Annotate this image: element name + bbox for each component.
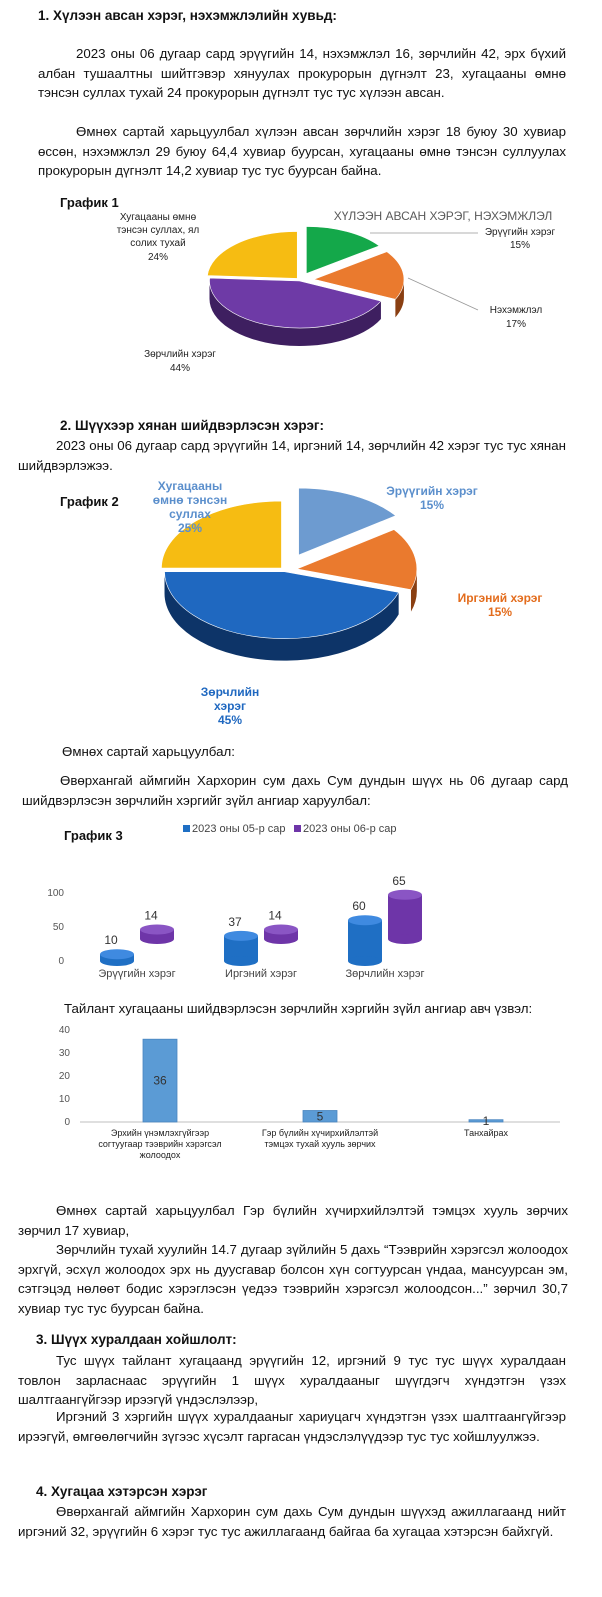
chart-1-title: ХҮЛЭЭН АВСАН ХЭРЭГ, НЭХЭМЖЛЭЛ [333, 209, 553, 223]
chart-1-slice-3 [207, 231, 297, 278]
chart-1-pct-hugatsaa: 24% [147, 252, 169, 263]
section-2-paragraph-5: Зөрчлийн тухай хуулийн 14.7 дугаар зүйлийн 5 дахь “Тээврийн хэрэгсэл жолоодох эрхгүй, эсхүл жолоодох эрх нь дуусгавар болсон хүн согтуурсан үндаа, мансуурсан эм, сэтгэцэд нөлөөт бодис хэрэглэсэн үедээ тээврийн хэрэгсэл жолоодсон...” зөрчил 30,7 хувиар тус тус буурсан байна. [18, 1242, 568, 1316]
svg-text:суллах: суллах [169, 507, 211, 521]
chart-1-label-zorchil: Зөрчлийн хэрэг [144, 349, 216, 360]
chart-3-bar-base-s1-c2 [388, 934, 422, 944]
chart-4-value-0: 36 [153, 1073, 167, 1088]
svg-text:тэнсэн суллах, ял: тэнсэн суллах, ял [116, 225, 200, 236]
section-2-paragraph-3: Тайлант хугацааны шийдвэрлэсэн зөрчлийн хэргийн зүйл ангиар авч үзвэл: [64, 1001, 533, 1016]
chart-2-label-zorchil [201, 685, 259, 713]
chart-1-label-ugugiin: Эрүүгийн хэрэг [484, 227, 556, 238]
chart-1-pct-nehemjlel: 17% [505, 319, 527, 330]
chart-3-bar-base-s0-c1 [224, 956, 258, 966]
section-3-paragraph-2: Иргэний 3 хэргийн шүүх хуралдааныг хариуцагч хүндэтгэн үзэх шалтгаангүйгээр ирээгүй, өмгөөлөгчийн зүгээс хүсэлт гаргасан үндэслэлүүдээр тус тус хойшлуулжээ. [18, 1409, 566, 1444]
legend-label-may: 2023 оны 05-р сар [192, 823, 286, 835]
chart-3-bar-top-s0-c0 [100, 949, 134, 959]
chart-3-bar-base-s1-c1 [264, 934, 298, 944]
chart-3 [0, 815, 602, 985]
svg-text:Эрхийн үнэмлэхгүйгээр: Эрхийн үнэмлэхгүйгээр [110, 1128, 210, 1138]
chart-2-label: График 2 [60, 494, 119, 509]
chart-3-bar-base-s1-c0 [140, 934, 174, 944]
x-label-irgenii: Иргэний хэрэг [225, 968, 297, 980]
chart-2-pct-zorchil: 45% [217, 713, 243, 727]
chart-2-label-ugugiin: Эрүүгийн хэрэг [386, 484, 478, 498]
section-2-paragraph-1: 2023 оны 06 дугаар сард эрүүгийн 14, иргэний 14, зөрчлийн 42 хэрэг тус тус хянан шийдвэрлэжээ. [18, 438, 567, 473]
chart-3-bar-base-s0-c2 [348, 956, 382, 966]
section-1-heading: 1. Хүлээн авсан хэрэг, нэхэмжлэлийн хувьд: [38, 8, 337, 23]
y4-tick-20: 20 [58, 1071, 70, 1082]
chart-2-pct-irgenii: 15% [487, 605, 513, 619]
svg-text:Гэр бүлийн хүчирхийлэлтэй: Гэр бүлийн хүчирхийлэлтэй [261, 1128, 379, 1138]
chart-2-pie [0, 470, 602, 732]
y-tick-0: 0 [58, 956, 64, 967]
legend-label-june: 2023 оны 06-р сар [303, 823, 397, 835]
chart-3-bar-top-s1-c0 [140, 924, 174, 934]
chart-3-value-s1-c0: 14 [144, 908, 158, 923]
chart-2-label-irgenii: Иргэний хэрэг [457, 591, 543, 605]
y4-tick-40: 40 [58, 1025, 70, 1036]
legend-swatch-may [183, 825, 190, 832]
section-3-heading: 3. Шүүх хуралдаан хойшлолт: [36, 1332, 237, 1347]
chart-4-value-2: 1 [482, 1113, 490, 1128]
y4-tick-30: 30 [58, 1048, 70, 1059]
svg-text:өмнө тэнсэн: өмнө тэнсэн [152, 493, 228, 507]
y-tick-100: 100 [47, 888, 64, 899]
chart-1-pie [0, 200, 602, 385]
section-2-heading: 2. Шүүхээр хянан шийдвэрлэсэн хэрэг: [60, 418, 325, 433]
cat4-label-3: Танхайрах [463, 1128, 509, 1138]
chart-3-value-s0-c2: 60 [352, 899, 366, 914]
y4-tick-0: 0 [64, 1117, 70, 1128]
cat4-label-2 [262, 1128, 378, 1149]
chart-3-bar-top-s0-c1 [224, 931, 258, 941]
chart-3-value-s0-c1: 37 [228, 914, 242, 929]
section-1-paragraph-1: 2023 оны 06 дугаар сард эрүүгийн 14, нэхэмжлэл 16, зөрчлийн 42, эрх бүхий албан тушаалтны шийтгэвэр хянуулах прокурорын дүгнэлт 23, хугацааны өмнө тэнсэн суллах тухай 24 прокурорын дүгнэлт тус тус хүлээн авсан. [38, 46, 566, 100]
y-tick-50: 50 [52, 922, 64, 933]
chart-1-label: График 1 [60, 195, 119, 210]
chart-3-bar-top-s1-c1 [264, 924, 298, 934]
chart-1-pct-ugugiin: 15% [509, 240, 531, 251]
section-3-paragraph-1: Тус шүүх тайлант хугацаанд эрүүгийн 12, иргэний 9 тус тус шүүх хуралдаан товлон зарласнаас эрүүгийн 1 шүүх хуралдааныг шүүгдэгч хүндэтгэн үзэх шалтгаангүйгээр ирээгүй үндэслэлээр, [18, 1353, 566, 1407]
section-2-paragraph-4: Өмнөх сартай харьцуулбал Гэр бүлийн хүчирхийлэлтэй тэмцэх хууль зөрчих зөрчил 17 хувиар, [18, 1203, 568, 1238]
svg-text:Хугацааны өмнө: Хугацааны өмнө [119, 212, 197, 223]
svg-text:тэмцэх тухай хууль зөрчих: тэмцэх тухай хууль зөрчих [264, 1139, 376, 1149]
svg-text:согтуугаар тээврийн хэрэгсэл: согтуугаар тээврийн хэрэгсэл [98, 1139, 222, 1149]
section-1-paragraph-2: Өмнөх сартай харьцуулбал хүлээн авсан зөрчлийн хэрэг 18 буюу 30 хувиар өссөн, нэхэмжлэл 29 буюу 64,4 хувиар буурсан, хугацааны өмнө тэнсэн суллуулах прокурорын дүгнэлт 14,2 хувиар тус тус буурсан байна. [38, 124, 566, 178]
chart-1-label-nehemjlel: Нэхэмжлэл [489, 305, 543, 316]
x-label-zorchil: Зөрчлийн хэрэг [345, 968, 425, 980]
chart-2-pct-hugatsaa: 25% [177, 521, 203, 535]
chart-1-leader-nehemjlel [408, 278, 478, 310]
chart-3-label: График 3 [64, 828, 123, 843]
chart-3-bar-s0-c2 [348, 920, 382, 961]
chart-3-bar-top-s1-c2 [388, 890, 422, 900]
chart-3-value-s0-c0: 10 [104, 933, 118, 948]
svg-text:хэрэг: хэрэг [214, 699, 246, 713]
chart-1-label-hugatsaa [117, 212, 200, 249]
chart-1-pct-zorchil: 44% [169, 363, 191, 374]
legend-swatch-june [294, 825, 301, 832]
svg-text:Зөрчлийн: Зөрчлийн [200, 685, 260, 699]
chart-3-value-s1-c1: 14 [268, 908, 282, 923]
chart-3-bar-top-s0-c2 [348, 915, 382, 925]
y4-tick-10: 10 [58, 1094, 70, 1105]
x-label-ugugiin: Эрүүгийн хэрэг [98, 968, 176, 980]
svg-text:Хугацааны: Хугацааны [157, 479, 223, 493]
chart-4 [0, 1018, 602, 1170]
svg-text:жолоодох: жолоодох [139, 1150, 181, 1160]
section-4-heading: 4. Хугацаа хэтэрсэн хэрэг [36, 1484, 208, 1499]
section-2-paragraph-2: Өвөрхангай аймгийн Хархорин сум дахь Сум дундын шүүх нь 06 дугаар сард шийдвэрлэсэн зөрчлийн хэргийг зүйл ангиар харуулбал: [22, 773, 568, 808]
svg-text:солих тухай: солих тухай [130, 238, 186, 249]
chart-3-value-s1-c2: 65 [392, 873, 406, 888]
chart-3-bar-s1-c2 [388, 895, 422, 939]
cat4-label-1 [98, 1128, 221, 1160]
compare-label: Өмнөх сартай харьцуулбал: [62, 744, 235, 759]
chart-4-value-1: 5 [316, 1109, 324, 1124]
section-4-paragraph-1: Өвөрхангай аймгийн Хархорин сум дахь Сум дундын шүүхэд ажиллагаанд нийт иргэний 32, эрүүгийн 6 хэрэг тус тус ажиллагаанд байгаа ба хугацаа хэтэрсэн байхгүй. [18, 1504, 566, 1539]
chart-2-pct-ugugiin: 15% [419, 498, 445, 512]
